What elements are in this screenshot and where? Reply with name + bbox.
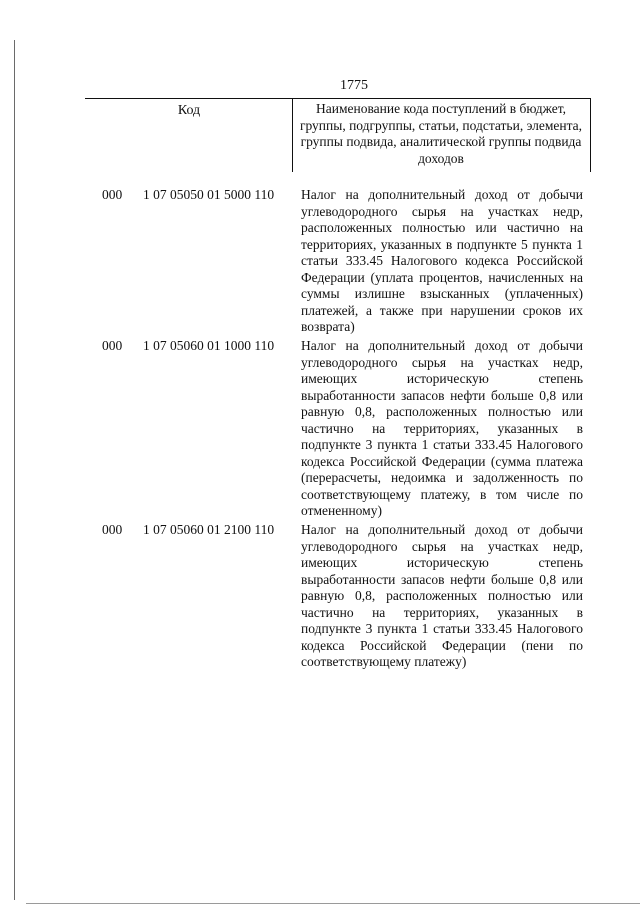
scan-border-bottom <box>26 903 640 904</box>
entry-description: Налог на дополнительный доход от добычи углеводородного сырья на участках недр, имеющих историческую степень выработанности запасов нефти больше 0,8 или равную 0,8, расположенных полностью или частично на территориях, указанных в подпункте 3 пункта 1 статьи 333.45 Налогового кодекса Российской Федерации (пени по соответствующему платежу) <box>301 522 583 669</box>
entry-code: 1 07 05060 01 1000 110 <box>143 338 275 353</box>
entry-prefix: 000 <box>102 522 123 537</box>
entry-prefix: 000 <box>102 338 123 353</box>
entry-code: 1 07 05060 01 2100 110 <box>143 522 275 537</box>
page-number: 1775 <box>340 78 368 93</box>
entry-description: Налог на дополнительный доход от добычи углеводородного сырья на участках недр, имеющих историческую степень выработанности запасов нефти больше 0,8 или равную 0,8, расположенных полностью или частично на территориях, указанных в подпункте 3 пункта 1 статьи 333.45 Налогового кодекса Российской Федерации (сумма платежа (перерасчеты, недоимка и задолженность по соответствующему платежу, в том числе по отмененному) <box>301 338 583 518</box>
table-header-divider <box>292 98 293 172</box>
scan-border-left <box>14 40 15 900</box>
header-code-label: Код <box>177 103 201 118</box>
entry-description: Налог на дополнительный доход от добычи углеводородного сырья на участках недр, расположенных полностью или частично на территориях, указанных в подпункте 5 пункта 1 статьи 333.45 Налогового кодекса Российской Федерации (уплата процентов, начисленных на суммы излишне взысканных (уплаченных) платежей, а также при нарушении сроков их возврата) <box>301 187 583 334</box>
entry-prefix: 000 <box>102 187 123 202</box>
entry-code: 1 07 05050 01 5000 110 <box>143 187 275 202</box>
header-name-label: Наименование кода поступлений в бюджет, группы, подгруппы, статьи, подстатьи, элемента, группы подвида, аналитической группы подвида доходов <box>299 101 583 166</box>
